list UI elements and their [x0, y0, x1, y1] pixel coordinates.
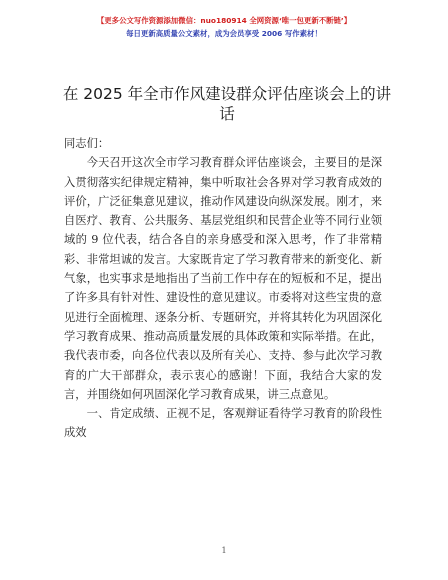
promo-banner-line-2: 每日更新高质量公文素材，成为会员享受 2006 写作素材！: [126, 29, 322, 38]
promo-banner-line-1: 【更多公文写作资源添加微信：nuo180914 全网资源‘唯一包更新不断链’】: [96, 16, 352, 25]
promo-banner: [0, 14, 448, 40]
section-heading: 一、肯定成绩、正视不足，客观辩证看待学习教育的阶段性成效: [64, 407, 382, 440]
page-number: 1: [221, 546, 227, 555]
salutation: 同志们：: [64, 137, 110, 150]
document-title: 在 2025 年全市作风建设群众评估座谈会上的讲话: [62, 85, 392, 123]
document-body: [64, 134, 382, 443]
body-paragraph: 今天召开这次全市学习教育群众评估座谈会，主要目的是深入贯彻落实纪律规定精神，集中听取社会各界对学习教育成效的评价，广泛征集意见建议，推动作风建设向纵深发展。刚才，来自医疗、教育、公共服务、基层党组织和民营企业等不同行业领域的 9 位代表，结合各自的亲身感受和深入思考，作了非常精彩、非常坦诚的发言。大家既肯定了学习教育带来的新变化、新气象，也实事求是地指出了当前工作中存在的短板和不足，提出了许多具有针对性、建设性的意见建议。市委将对这些宝贵的意见进行全面梳理、逐条分析、专题研究，并将其转化为巩固深化学习教育成果、推动高质量发展的具体政策和实际举措。在此，我代表市委，向各位代表以及所有关心、支持、参与此次学习教育的广大干部群众，表示衷心的感谢！下面，我结合大家的发言，并围绕如何巩固深化学习教育成果，讲三点意见。: [64, 156, 382, 401]
